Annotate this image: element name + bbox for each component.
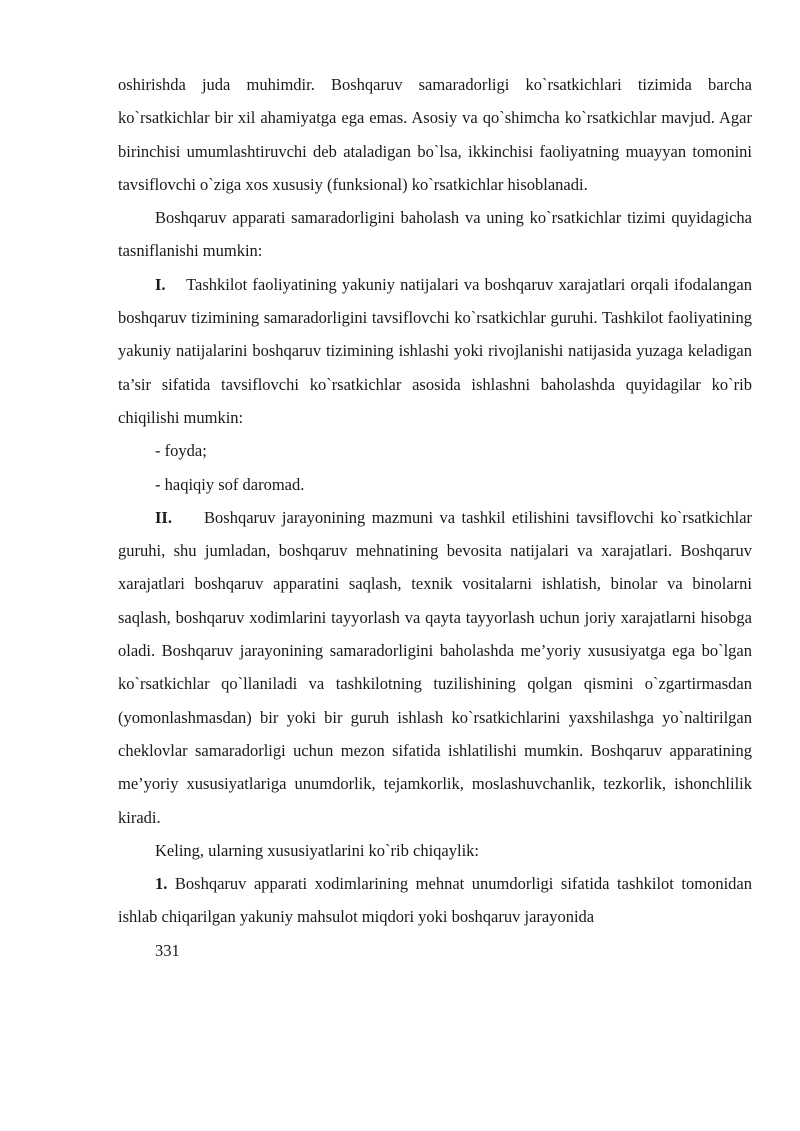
paragraph-group-one (118, 268, 752, 434)
roman-numeral-two: II. (155, 507, 172, 527)
list-item-net-income: - haqiqiy sof daromad. (155, 474, 305, 494)
number-one: 1. (155, 874, 168, 894)
roman-numeral-one: I. (155, 274, 166, 294)
paragraph-group-two (118, 501, 752, 834)
point-one-text: Boshqaruv apparati xodimlarining mehnat unumdorligi sifatida tashkilot tomonidan ishlab chiqarilgan yakuniy mahsulot miqdori yoki boshqaruv jarayonida (118, 874, 752, 927)
list-item-profit: - foyda; (155, 441, 207, 461)
paragraph-intro: oshirishda juda muhimdir. Boshqaruv samaradorligi ko`rsatkichlari tizimida barcha ko`rsatkichlar bir xil ahamiyatga ega emas. Asosiy va qo`shimcha ko`rsatkichlar mavjud. Agar birinchisi umumlashtiruvchi deb ataladigan bo`lsa, ikkinchisi faoliyatning muayyan tomonini tavsiflovchi o`ziga xos xususiy (funksional) ko`rsatkichlar hisoblanadi. (118, 75, 752, 194)
paragraph-lets-consider: Keling, ularning xususiyatlarini ko`rib chiqaylik: (155, 840, 479, 860)
group-one-text: Tashkilot faoliyatining yakuniy natijalari va boshqaruv xarajatlari orqali ifodalangan boshqaruv tizimining samaradorligini tavsiflovchi ko`rsatkichlar guruhi. Tashkilot faoliyatining yakuniy natijalarini boshqaruv tizimining ishlashi yoki rivojlanishi natijasida yuzaga keladigan ta’sir sifatida tavsiflovchi ko`rsatkichlar asosida ishlashni baholashda quyidagilar ko`rib chiqilishi mumkin: (118, 274, 753, 427)
paragraph-point-one (118, 867, 752, 934)
group-two-text: Boshqaruv jarayonining mazmuni va tashkil etilishini tavsiflovchi ko`rsatkichlar guruhi, shu jumladan, boshqaruv mehnatining bevosita natijalari va xarajatlari. Boshqaruv xarajatlari boshqaruv apparatini saqlash, texnik vositalarni ishlatish, binolar va binolarni saqlash, boshqaruv xodimlarini tayyorlash va qayta tayyorlash uchun joriy xarajatlarni hisobga oladi. Boshqaruv jarayonining samaradorligini baholashda me’yoriy xususiyatga ega bo`lgan ko`rsatkichlar qo`llaniladi va tashkilotning tuzilishining qolgan qismini o`zgartirmasdan (yomonlashmasdan) bir yoki bir guruh ishlash ko`rsatkichlarini yaxshilashga yo`naltirilgan cheklovlar samaradorligi uchun mezon sifatida ishlatilishi mumkin. Boshqaruv apparatining me’yoriy xususiyatlariga unumdorlik, tejamkorlik, moslashuvchanlik, tezkorlik, ishonchlilik kiradi. (118, 507, 753, 827)
page-number: 331 (155, 940, 180, 960)
paragraph-classification: Boshqaruv apparati samaradorligini baholash va uning ko`rsatkichlar tizimi quyidagicha tasniflanishi mumkin: (118, 208, 752, 261)
document-page (118, 68, 752, 967)
